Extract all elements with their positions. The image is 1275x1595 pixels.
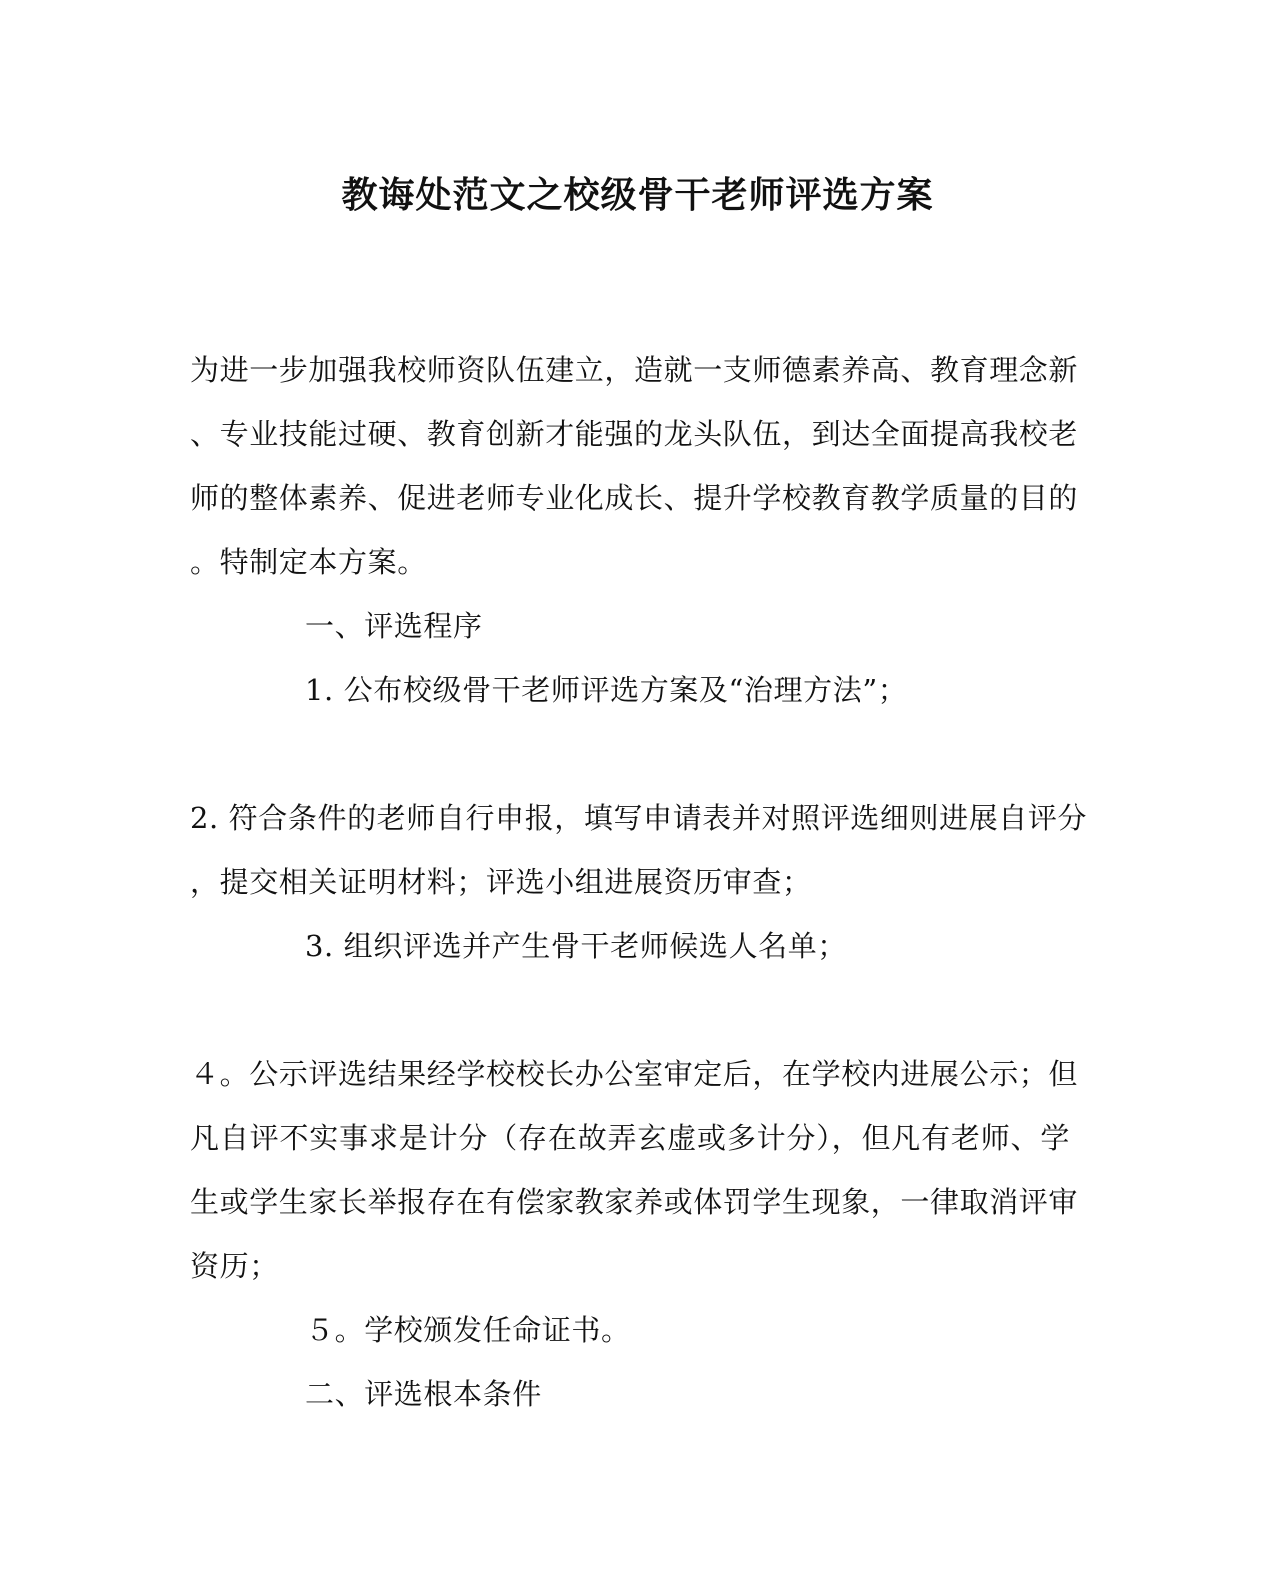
document-title: 教诲处范文之校级骨干老师评选方案 [341,175,934,216]
step-4-line-1: ４。公示评选结果经学校校长办公室审定后，在学校内进展公示；但 [190,1057,1079,1091]
step-2-line-1: 2. 符合条件的老师自行申报，填写申请表并对照评选细则进展自评分 [190,801,1088,835]
intro-line-2: 、专业技能过硬、教育创新才能强的龙头队伍，到达全面提高我校老 [190,417,1079,451]
step-5: ５。学校颁发任命证书。 [305,1313,631,1347]
step-4-line-2: 凡自评不实事求是计分（存在故弄玄虚或多计分），但凡有老师、学 [190,1121,1070,1155]
section-heading-procedure: 一、评选程序 [305,609,483,643]
intro-line-4: 。特制定本方案。 [190,545,427,579]
step-3: 3. 组织评选并产生骨干老师候选人名单； [305,929,847,963]
intro-line-3: 师的整体素养、促进老师专业化成长、提升学校教育教学质量的目的 [190,481,1079,515]
step-2-line-2: ，提交相关证明材料；评选小组进展资历审查； [190,865,812,899]
step-4-line-4: 资历； [190,1249,279,1283]
step-4-line-3: 生或学生家长举报存在有偿家教家养或体罚学生现象，一律取消评审 [190,1185,1079,1219]
section-heading-conditions: 二、评选根本条件 [305,1377,542,1411]
intro-line-1: 为进一步加强我校师资队伍建立，造就一支师德素养高、教育理念新 [190,353,1079,387]
step-1: 1. 公布校级骨干老师评选方案及“治理方法”； [305,673,908,707]
